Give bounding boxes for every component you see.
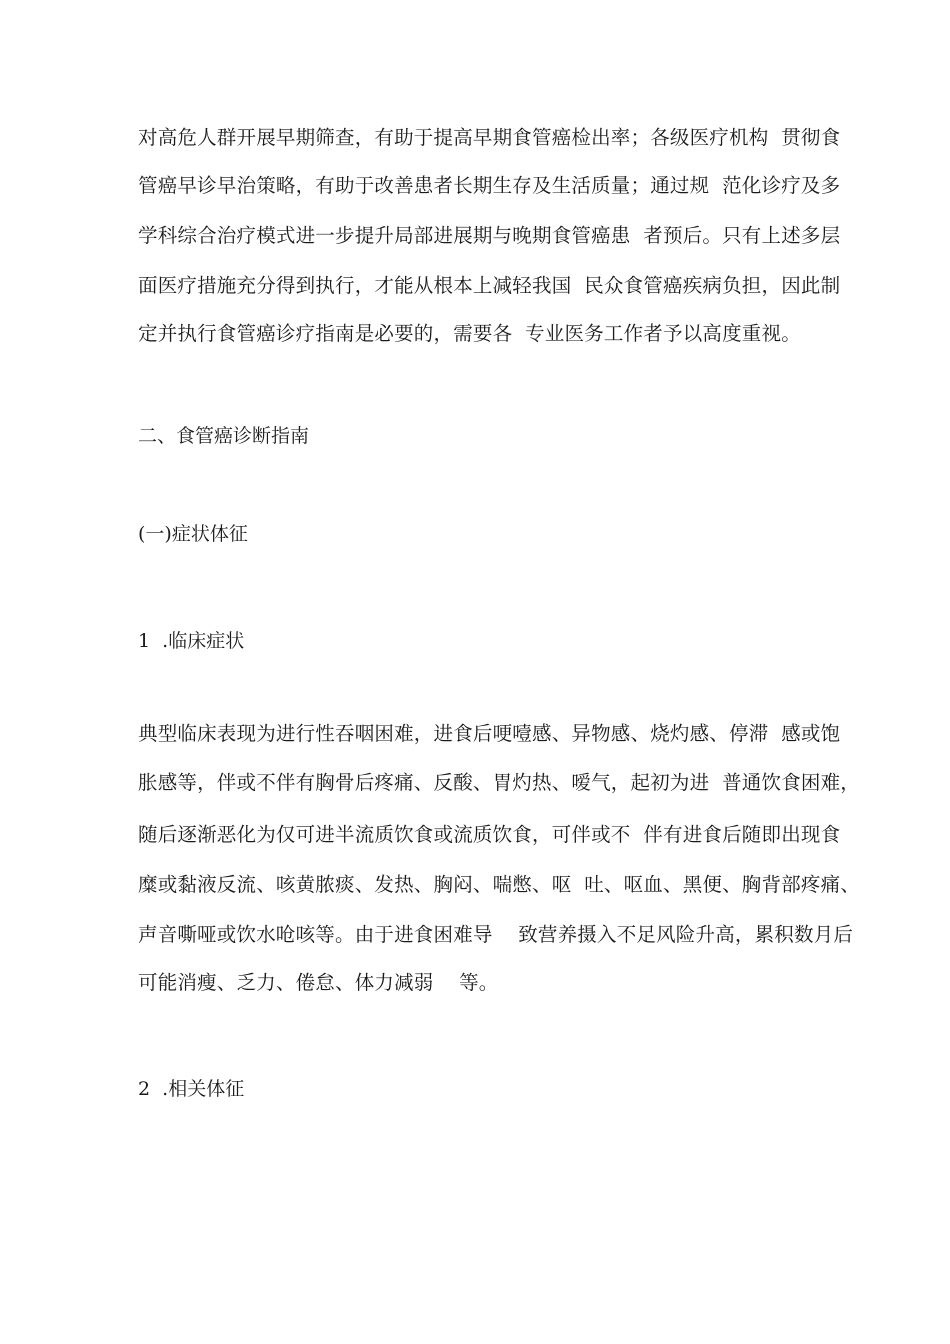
paragraph-1-line-3: 学科综合治疗模式进一步提升局部进展期与晚期食管癌患 者预后。只有上述多层 bbox=[138, 224, 841, 247]
paragraph-2-line-3: 随后逐渐恶化为仅可进半流质饮食或流质饮食，可伴或不 伴有进食后随即出现食 bbox=[138, 823, 841, 846]
paragraph-2-line-6: 可能消瘦、乏力、倦怠、体力减弱 等。 bbox=[138, 971, 499, 994]
paragraph-1-line-4: 面医疗措施充分得到执行，才能从根本上减轻我国 民众食管癌疾病负担，因此制 bbox=[138, 274, 841, 297]
paragraph-2-line-1: 典型临床表现为进行性吞咽困难，进食后哽噎感、异物感、烧灼感、停滞 感或饱 bbox=[138, 722, 841, 745]
paragraph-1-line-1: 对高危人群开展早期筛查，有助于提高早期食管癌检出率；各级医疗机构 贯彻食 bbox=[138, 126, 841, 149]
subsection-title: (一)症状体征 bbox=[138, 523, 248, 545]
paragraph-2-line-4: 糜或黏液反流、咳黄脓痰、发热、胸闷、喘憋、呕 吐、呕血、黑便、胸背部疼痛、 bbox=[138, 873, 860, 896]
section-title: 二、食管癌诊断指南 bbox=[138, 425, 310, 447]
paragraph-2-line-5: 声音嘶哑或饮水呛咳等。由于进食困难导 致营养摄入不足风险升高，累积数月后 bbox=[138, 923, 854, 946]
paragraph-1-line-5: 定并执行食管癌诊疗指南是必要的，需要各 专业医务工作者予以高度重视。 bbox=[138, 322, 801, 345]
paragraph-2-line-2: 胀感等，伴或不伴有胸骨后疼痛、反酸、胃灼热、嗳气，起初为进 普通饮食困难， bbox=[138, 771, 860, 794]
paragraph-1-line-2: 管癌早诊早治策略，有助于改善患者长期生存及生活质量；通过规 范化诊疗及多 bbox=[138, 174, 841, 197]
item-2-title: 2 .相关体征 bbox=[138, 1078, 245, 1100]
item-1-title: 1 .临床症状 bbox=[138, 630, 245, 652]
